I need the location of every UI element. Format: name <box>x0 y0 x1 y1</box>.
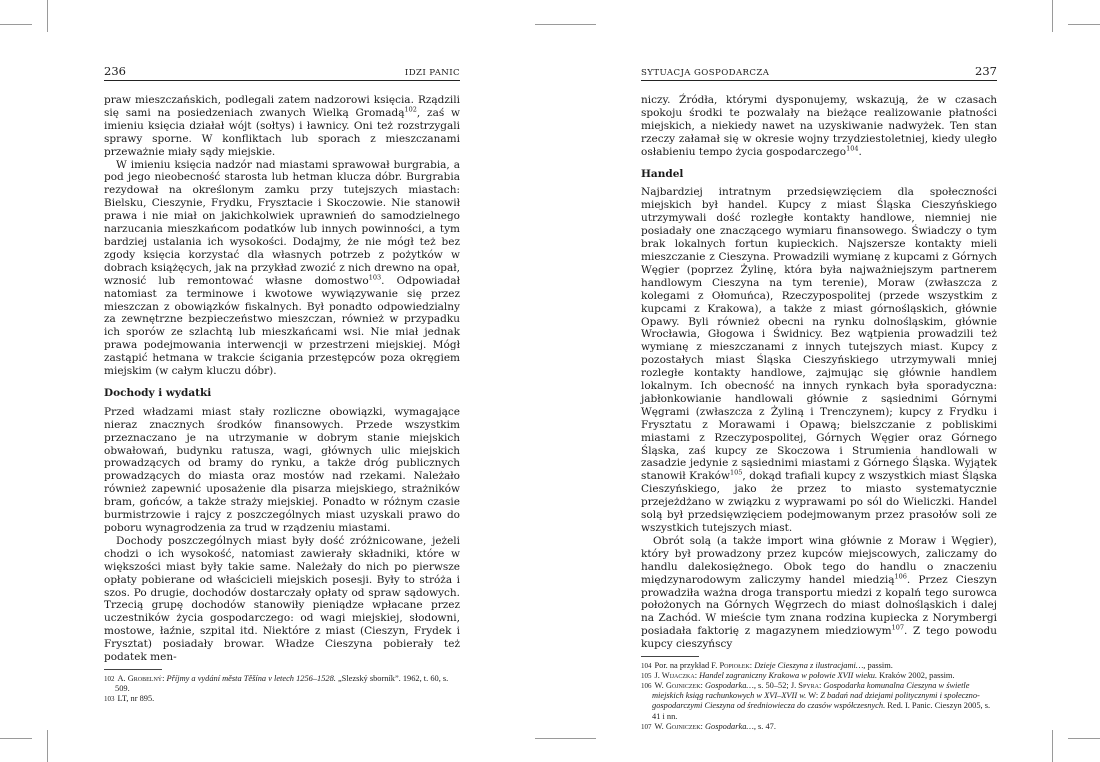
footnote: 102 A. Grobelný: Příjmy a vydání města Těšína v letech 1256–1528. „Slezský sborník”. 1962, t. 60, s. 509. <box>104 673 449 694</box>
crop-mark <box>1068 24 1100 25</box>
paragraph: praw mieszczańskich, podlegali zatem nadzorowi księcia. Rządzili się sami na posiedzeniach zwanych Wielką Gromadą$^{102}$, zaś w imieniu księcia działał wójt (sołtys) i ławnicy. Oni też rozstrzygali sprawy sporne. W konfliktach lub sporach z mieszczanami przeważnie miały sądy miejskie. <box>104 94 461 158</box>
crop-mark <box>47 0 48 32</box>
footnote-ref[interactable]: 106 <box>894 572 907 581</box>
crop-mark <box>535 24 567 25</box>
page-body <box>641 94 997 651</box>
running-head: IDZI PANIC <box>404 68 460 78</box>
footnote: 104 Por. na przykład F. Popiołek: Dzieje Cieszyna z ilustracjami…, passim. <box>641 661 893 671</box>
footnotes <box>104 674 460 704</box>
footnote-ref[interactable]: 105 <box>729 468 743 477</box>
footnote-ref[interactable]: 104 <box>846 144 859 153</box>
paragraph: Przed władzami miast stały rozliczne obowiązki, wymagające nieraz znacznych środków finansowych. Przede wszystkim przeznaczano je na utrzymanie w dobrym stanie miejskich obwałowań, budynku ratusza, wagi, głównych ulic miejskich prowadzących od bramy do rynku, a także dróg publicznych prowadzących do miasta oraz mostów nad rzekami. Należało również zapewnić uposażenie dla pisarza miejskiego, strażników bram, gońców, a także straży miejskiej. Ponadto w różnym czasie burmistrzowie i rajcy z poszczególnych miast uzyskali prawo do poboru wynagrodzenia za trud w rządzeniu miastami. <box>104 405 460 534</box>
footnote-ref[interactable]: 103 <box>368 273 382 282</box>
left-page <box>104 62 460 704</box>
crop-mark <box>0 738 32 739</box>
crop-mark <box>1052 0 1053 32</box>
page-header <box>641 62 997 81</box>
paragraph: Najbardziej intratnym przedsięwzięciem dla społeczności miejskich był handel. Kupcy z miast Śląska Cieszyńskiego utrzymywali dość rozległe kontakty handlowe, niemniej nie posiadały one znaczącego wymiaru finansowego. Świadczy o tym brak lokalnych fortun kupieckich. Najszersze kontakty mieli mieszczanie z Cieszyna. Prowadzili wymianę z kupcami z Górnych Węgier (poprzez Żylinę, która była najważniejszym partnerem handlowym Cieszyna na tym terenie), Moraw (zwłaszcza z kolegami z Ołomuńca), Rzeczypospolitej (przede wszystkim z kupcami z Krakowa), a także z miast górnośląskich, głównie Opawy. Byli również obecni na rynku dolnośląskim, głównie Wrocławia, Głogowa i Świdnicy. Bez wątpienia prowadzili też wymianę z mieszczanami z innych tutejszych miast. Kupcy z pozostałych miast Śląska Cieszyńskiego utrzymywali mniej rozległe kontakty handlowe, zajmując się głównie handlem lokalnym. Ich obecność na innych rynkach była sporadyczna: jabłonkowianie handlowali głównie z sąsiednimi Górnymi Węgrami (zwłaszcza z Żyliną i Trenczynem); kupcy z Frydku i Frysztatu z Morawami i Opawą; bielszczanie z pobliskimi miastami z Rzeczypospolitej, Górnych Węgier oraz Górnego Śląska, zaś kupcy ze Skoczowa i Strumienia handlowali w zasadzie jedynie z sąsiednimi miastami z Górnego Śląska. Wyjątek stanowił Kraków$^{105}$, dokąd trafiali kupcy z wszystkich miast Śląska Cieszyńskiego, jako że przez to miasto systematycznie przejeżdżano w związku z wyprawami po sól do Wieliczki. Handel solą był przedsięwzięciem podejmowanym przez prasołów soli ze wszystkich tutejszych miast. <box>641 186 997 534</box>
section-heading: Dochody i wydatki <box>104 386 212 399</box>
crop-mark <box>1068 738 1100 739</box>
footnote: 106 W. Gojniczek: Gospodarka…, s. 50–52; J. Spyra: Gospodarka komunalna Cieszyna w świetle miejskich ksiąg rachunkowych w XVI–XVII w. W: Z badań nad dziejami politycznymi i społeczno-gospodarczymi Cieszyna od średniowiecza do czasów współczesnych. Red. I. Panic. Cieszyn 2005, s. 41 i nn. <box>641 681 991 721</box>
running-head: SYTUACJA GOSPODARCZA <box>641 68 770 78</box>
footnote: 107 W. Gojniczek: Gospodarka…, s. 47. <box>641 721 776 731</box>
paragraph: W imieniu księcia nadzór nad miastami sprawował burgrabia, a pod jego nieobecność starosta lub hetman klucza dóbr. Burgrabia rezydował na określonym zamku przy tutejszych miastach: Bielsku, Cieszynie, Frydku, Frysztacie i Skoczowie. Nie stanowił prawa i nie miał on jakichkolwiek uprawnień do samodzielnego narzucania mieszkańcom podatków lub innych powinności, a tym bardziej ustalania ich wysokości. Dodajmy, że nie mógł też bez zgody księcia korzystać dla własnych potrzeb z pożytków w dobrach książęcych, jak na przykład zwozić z nich drewno na opał, wznosić lub remontować własne domostwo$^{103}$. Odpowiadał natomiast za terminowe i kwotowe wywiązywanie się przez mieszczan z obowiązków fiskalnych. Był ponadto odpowiedzialny za zewnętrzne bezpieczeństwo mieszczan, również w przypadku ich sporów ze szlachtą lub mieszkańcami wsi. Nie miał jednak prawa podejmowania interwencji w przestrzeni miejskiej. Mógł zastąpić hetmana w trakcie ścigania przestępców poza okręgiem miejskim (w całym kluczu dóbr). <box>104 158 460 378</box>
footnotes <box>641 661 997 732</box>
footnote-rule <box>641 656 699 657</box>
crop-mark <box>564 738 596 739</box>
page-header <box>104 62 460 81</box>
paragraph: Dochody poszczególnych miast były dość zróżnicowane, jeżeli chodzi o ich wysokość, natomiast zawierały składniki, które w większości miast były takie same. Należały do nich po pierwsze opłaty pobierane od właścicieli miejskich posesji. Były to stróża i szos. Po drugie, dochodów dostarczały opłaty od spraw sądowych. Trzecią grupę dochodów stanowiły pieniądze wpłacane przez uczestników życia gospodarczego: od wagi miejskiej, słodowni, mostowe, łaźnie, szpital itd. Niektóre z miast (Cieszyn, Frydek i Frysztat) posiadały browar. Władze Cieszyna pobierały też podatek men- <box>104 534 460 664</box>
page-number: 237 <box>975 64 997 78</box>
footnote-rule <box>104 669 162 670</box>
page-number: 236 <box>104 64 126 78</box>
footnote: 103 LT, nr 895. <box>104 694 155 704</box>
page-body <box>104 94 460 664</box>
crop-mark <box>564 24 596 25</box>
crop-mark <box>0 24 32 25</box>
footnote-ref[interactable]: 102 <box>404 105 417 114</box>
section-heading: Handel <box>641 167 684 180</box>
right-page <box>641 62 997 732</box>
footnote-ref[interactable]: 107 <box>891 623 904 632</box>
footnote: 105 J. Wijaczka: Handel zagraniczny Krakowa w połowie XVII wieku. Kraków 2002, passim. <box>641 671 955 681</box>
crop-mark <box>535 738 567 739</box>
paragraph: Obrót solą (a także import wina głównie z Moraw i Węgier), który był prowadzony przez kupców miejscowych, zaliczamy do handlu dalekosiężnego. Obok tego do handlu o znaczeniu międzynarodowym zaliczymy handel miedzią$^{106}$. Przez Cieszyn prowadziła ważna droga transportu miedzi z kopalń tego surowca położonych na Górnych Węgrzech do miast dolnośląskich i dalej na Zachód. W mieście tym znana rodzina kupiecka z Norymbergi posiadała faktorię z magazynem miedziowym$^{107}$. Z tego powodu kupcy cieszyńscy <box>641 534 997 651</box>
crop-mark <box>47 730 48 762</box>
crop-mark <box>1052 730 1053 762</box>
paragraph: niczy. Źródła, którymi dysponujemy, wskazują, że w czasach spokoju środki te pozwalały na bieżące realizowanie płatności miejskich, a niekiedy nawet na uzyskiwanie nadwyżek. Ten stan rzeczy załamał się w okresie wojny trzydziestoletniej, kiedy uległo osłabieniu tempo życia gospodarczego$^{104}$. <box>641 94 997 158</box>
